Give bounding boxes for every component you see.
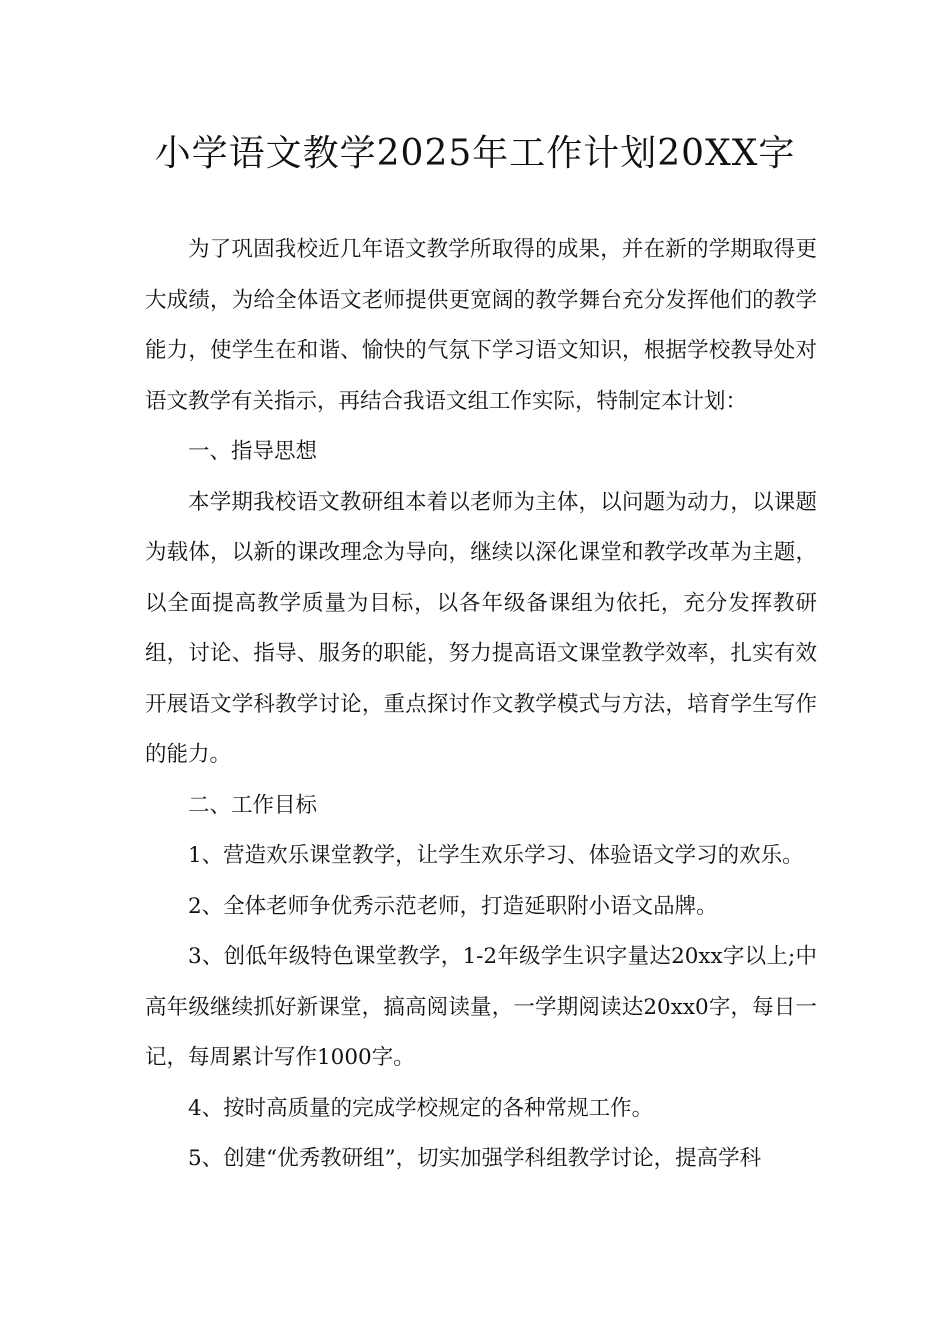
intro-paragraph: 为了巩固我校近几年语文教学所取得的成果，并在新的学期取得更大成绩，为给全体语文老师提供更宽阔的教学舞台充分发挥他们的教学能力，使学生在和谐、愉快的气氛下学习语文知识，根据学校教导处对语文教学有关指示，再结合我语文组工作实际，特制定本计划：	[145, 237, 817, 414]
goal-item-2: 2、全体老师争优秀示范老师，打造延职附小语文品牌。	[188, 893, 718, 919]
document-body	[145, 225, 817, 1185]
goal-item-1: 1、营造欢乐课堂教学，让学生欢乐学习、体验语文学习的欢乐。	[188, 843, 804, 868]
goal-item-5: 5、创建“优秀教研组”，切实加强学科组教学讨论，提高学科	[188, 1146, 762, 1171]
guiding-ideology-paragraph: 本学期我校语文教研组本着以老师为主体，以问题为动力，以课题为载体，以新的课改理念为导向，继续以深化课堂和教学改革为主题，以全面提高教学质量为目标，以各年级备课组为依托，充分发挥教研组，讨论、指导、服务的职能，努力提高语文课堂教学效率，扎实有效开展语文学科教学讨论，重点探讨作文教学模式与方法，培育学生写作的能力。	[145, 489, 817, 767]
goal-item-4: 4、按时高质量的完成学校规定的各种常规工作。	[188, 1095, 654, 1121]
goal-item-3: 3、创低年级特色课堂教学，1-2年级学生识字量达20xx字以上;中高年级继续抓好新课堂，搞高阅读量，一学期阅读达20xx0字，每日一记，每周累计写作1000字。	[145, 944, 817, 1070]
section-heading-guiding-ideology: 一、指导思想	[188, 439, 318, 464]
section-heading-work-goals: 二、工作目标	[188, 792, 318, 818]
document-title: 小学语文教学2025年工作计划20XX字	[154, 133, 796, 174]
